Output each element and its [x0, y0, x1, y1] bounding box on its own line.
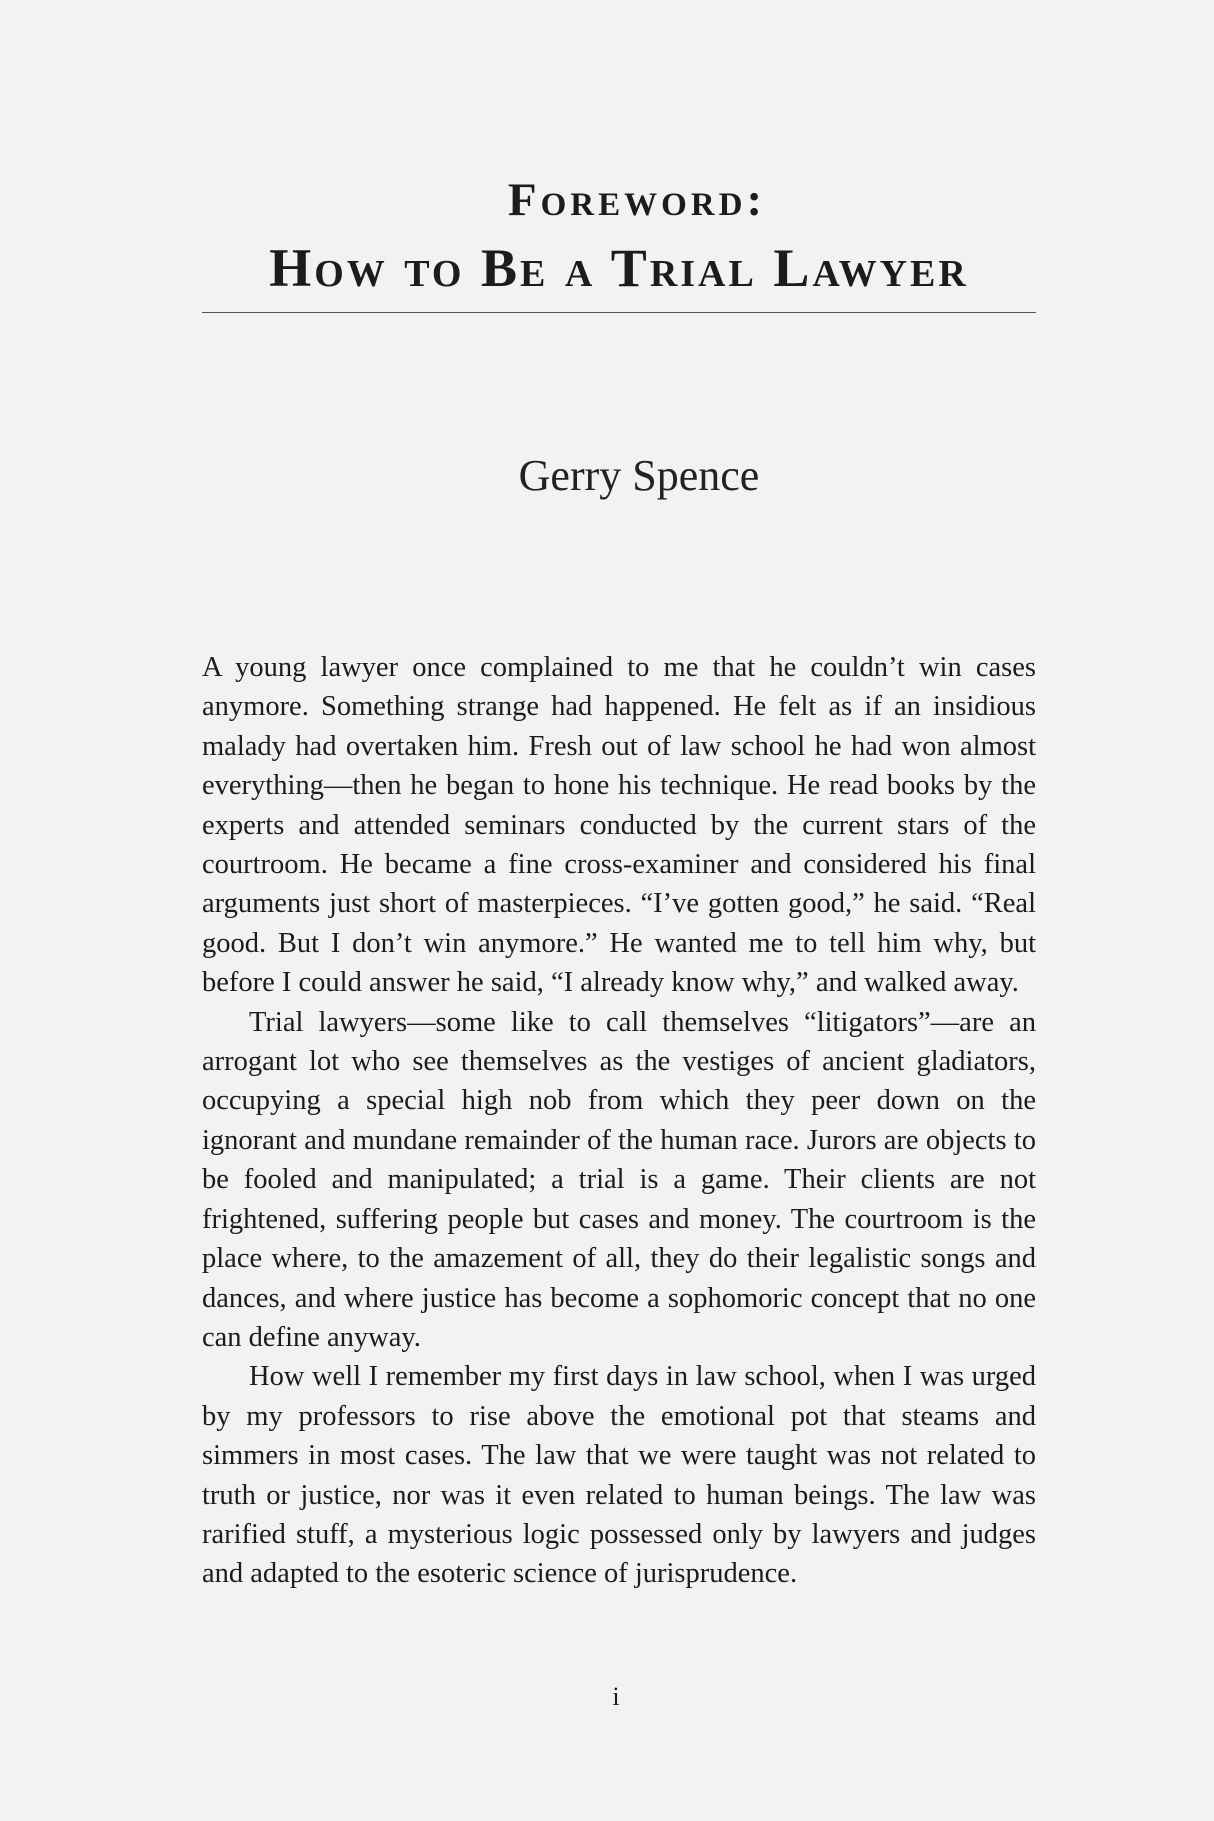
paragraph: Trial lawyers—some like to call themselves “litigators”—are an arrogant lot who see themselves as the vestiges of ancient gladiators, occupying a special high nob from which they peer down on the ignorant and mundane remainder of the human race. Jurors are objects to be fooled and manipulated; a trial is a game. Their clients are not frightened, suffering people but cases and money. The courtroom is the place where, to the amazement of all, they do their legalistic songs and dances, and where justice has become a sophomoric concept that no one can define anyway.: [202, 1006, 1036, 1353]
page-number: i: [612, 1682, 620, 1711]
heading-divider: [202, 312, 1036, 313]
heading-title: How to Be a Trial Lawyer: [269, 238, 969, 298]
paragraph: How well I remember my first days in law school, when I was urged by my professors to rise above the emotional pot that steams and simmers in most cases. The law that we were taught was not related to truth or justice, nor was it even related to human beings. The law was rarified stuff, a mysterious logic possessed only by lawyers and judges and adapted to the esoteric science of jurisprudence.: [202, 1361, 1036, 1590]
body-text: [202, 648, 1036, 1594]
paragraph: A young lawyer once complained to me that he couldn’t win cases anymore. Something strange had happened. He felt as if an insidious malady had overtaken him. Fresh out of law school he had won almost everything—then he began to hone his technique. He read books by the experts and attended seminars conducted by the current stars of the courtroom. He became a fine cross-examiner and considered his final arguments just short of masterpieces. “I’ve gotten good,” he said. “Real good. But I don’t win anymore.” He wanted me to tell him why, but before I could answer he said, “I already know why,” and walked away.: [202, 652, 1036, 999]
author-name: Gerry Spence: [518, 451, 760, 500]
heading-foreword: Foreword:: [507, 174, 767, 226]
chapter-heading: [202, 170, 1036, 302]
